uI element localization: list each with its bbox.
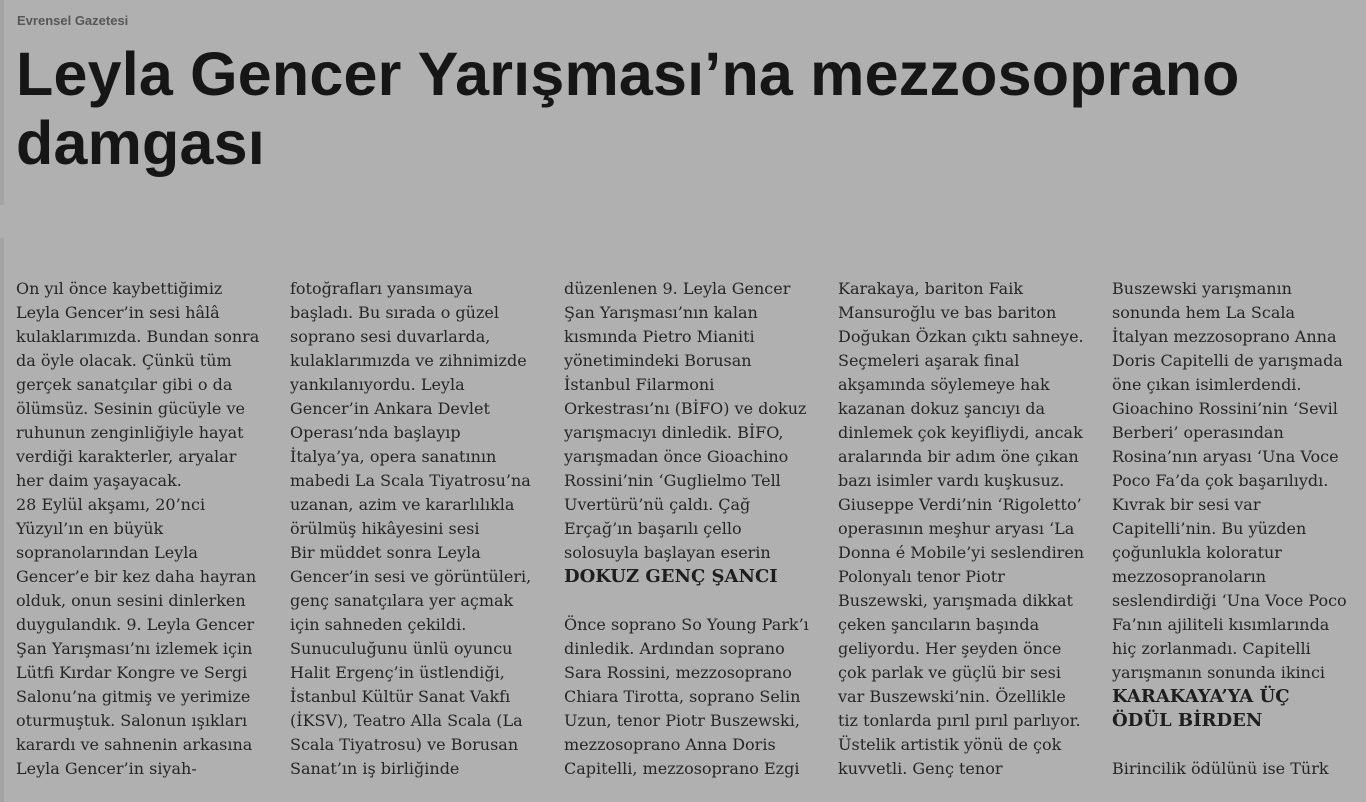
publication-name: Evrensel Gazetesi [17, 13, 129, 28]
article-paragraph: düzenlenen 9. Leyla Gencer Şan Yarışması’nın kalan kısmında Pietro Mianiti yönetimindeki Borusan İstanbul Filarmoni Orkestrası’nı (BİFO) ve dokuz yarışmacıyı dinledik. BİFO, yarışmadan önce Gioachino Rossini’nin ‘Guglielmo Tell Uvertürü’nü çaldı. Çağ Erçağ’ın başarılı çello solosuyla başlayan eserin [564, 279, 807, 562]
article-paragraph: fotoğrafları yansımaya başladı. Bu sırada o güzel soprano sesi duvarlarda, kulaklarımızda ve zihnimizde yankılanıyordu. Leyla Gencer’in Ankara Devlet Operası’nda başlayıp İtalya’ya, opera sanatının mabedi La Scala Tiyatrosu’na uzanan, azim ve kararlılıkla örülmüş hikâyesini sesi [290, 279, 531, 538]
article-paragraph: On yıl önce kaybettiğimiz Leyla Gencer’in sesi hâlâ kulaklarımızda. Bundan sonra da öyle olacak. Çünkü tüm gerçek sanatçılar gibi o da ölümsüz. Sesinin gücüyle ve ruhunun zenginliğiyle hayat verdiği karakterler, aryalar her daim yaşayacak. [16, 279, 260, 490]
article-column-5 [1112, 277, 1352, 781]
article-column-3 [564, 277, 814, 781]
section-spacer [564, 589, 814, 613]
article-paragraph: Birincilik ödülünü ise Türk [1112, 759, 1329, 778]
article-paragraph: Önce soprano So Young Park’ı dinledik. Ardından soprano Sara Rossini, mezzosoprano Chiara Tirotta, soprano Selin Uzun, tenor Piotr Buszewski, mezzosoprano Anna Doris Capitelli, mezzosoprano Ezgi [564, 615, 809, 778]
article-column-2 [290, 277, 540, 781]
article-column-1 [16, 277, 266, 781]
section-spacer [1112, 733, 1352, 757]
article-paragraph: Buszewski yarışmanın sonunda hem La Scala İtalyan mezzosoprano Anna Doris Capitelli de yarışmada öne çıkan isimlerdendi. Gioachino Rossini’nin ‘Sevil Berberi’ operasından Rosina’nın aryası ‘Una Voce Poco Fa’da çok başarılıydı. Kıvrak bir sesi var Capitelli’nin. Bu yüzden çoğunlukla koloratur mezzosopranoların seslendirdiği ‘Una Voce Poco Fa’nın ajiliteli kısımlarında hiç zorlanmadı. Capitelli yarışmanın sonunda ikinci [1112, 279, 1347, 682]
article-paragraph: Bir müddet sonra Leyla Gencer’in sesi ve görüntüleri, genç sanatçılara yer açmak için sahneden çekildi. Sunuculuğunu ünlü oyuncu Halit Ergenç’in üstlendiği, İstanbul Kültür Sanat Vakfı (İKSV), Teatro Alla Scala (La Scala Tiyatrosu) ve Borusan Sanat’ın iş birliğinde [290, 543, 532, 778]
page-edge-shadow-top [0, 0, 4, 205]
page-edge-shadow-bottom [0, 238, 4, 802]
article-headline: Leyla Gencer Yarışması’na mezzosoprano damgası [16, 40, 1240, 177]
article-paragraph: Karakaya, bariton Faik Mansuroğlu ve bas bariton Doğukan Özkan çıktı sahneye. Seçmeleri aşarak final akşamında söylemeye hak kazanan dokuz şancıyı da dinlemek çok keyifliydi, ancak aralarında bir adım öne çıkan bazı isimler vardı kuşkusuz. [838, 279, 1084, 490]
article-paragraph: Giuseppe Verdi’nin ‘Rigoletto’ operasının meşhur aryası ‘La Donna é Mobile’yi seslendiren Polonyalı tenor Piotr Buszewski, yarışmada dikkat çeken şancıların başında geliyordu. Her şeyden önce çok parlak ve güçlü bir sesi var Buszewski’nin. Özellikle tiz tonlarda pırıl pırıl parlıyor. Üstelik artistik yönü de çok kuvvetli. Genç tenor [838, 495, 1085, 778]
article-paragraph: 28 Eylül akşamı, 20’nci Yüzyıl’ın en büyük sopranolarından Leyla Gencer’e bir kez daha hayran olduk, onun sesini dinlerken duygulandık. 9. Leyla Gencer Şan Yarışması’nı izlemek için Lütfi Kırdar Kongre ve Sergi Salonu’na gitmiş ve yerimize oturmuştuk. Salonun ışıkları karardı ve sahnenin arkasına Leyla Gencer’in siyah- [16, 495, 257, 778]
section-subheading: DOKUZ GENÇ ŞANCI [564, 566, 778, 587]
article-column-4 [838, 277, 1088, 781]
section-subheading: KARAKAYA’YA ÜÇ ÖDÜL BİRDEN [1112, 686, 1290, 731]
